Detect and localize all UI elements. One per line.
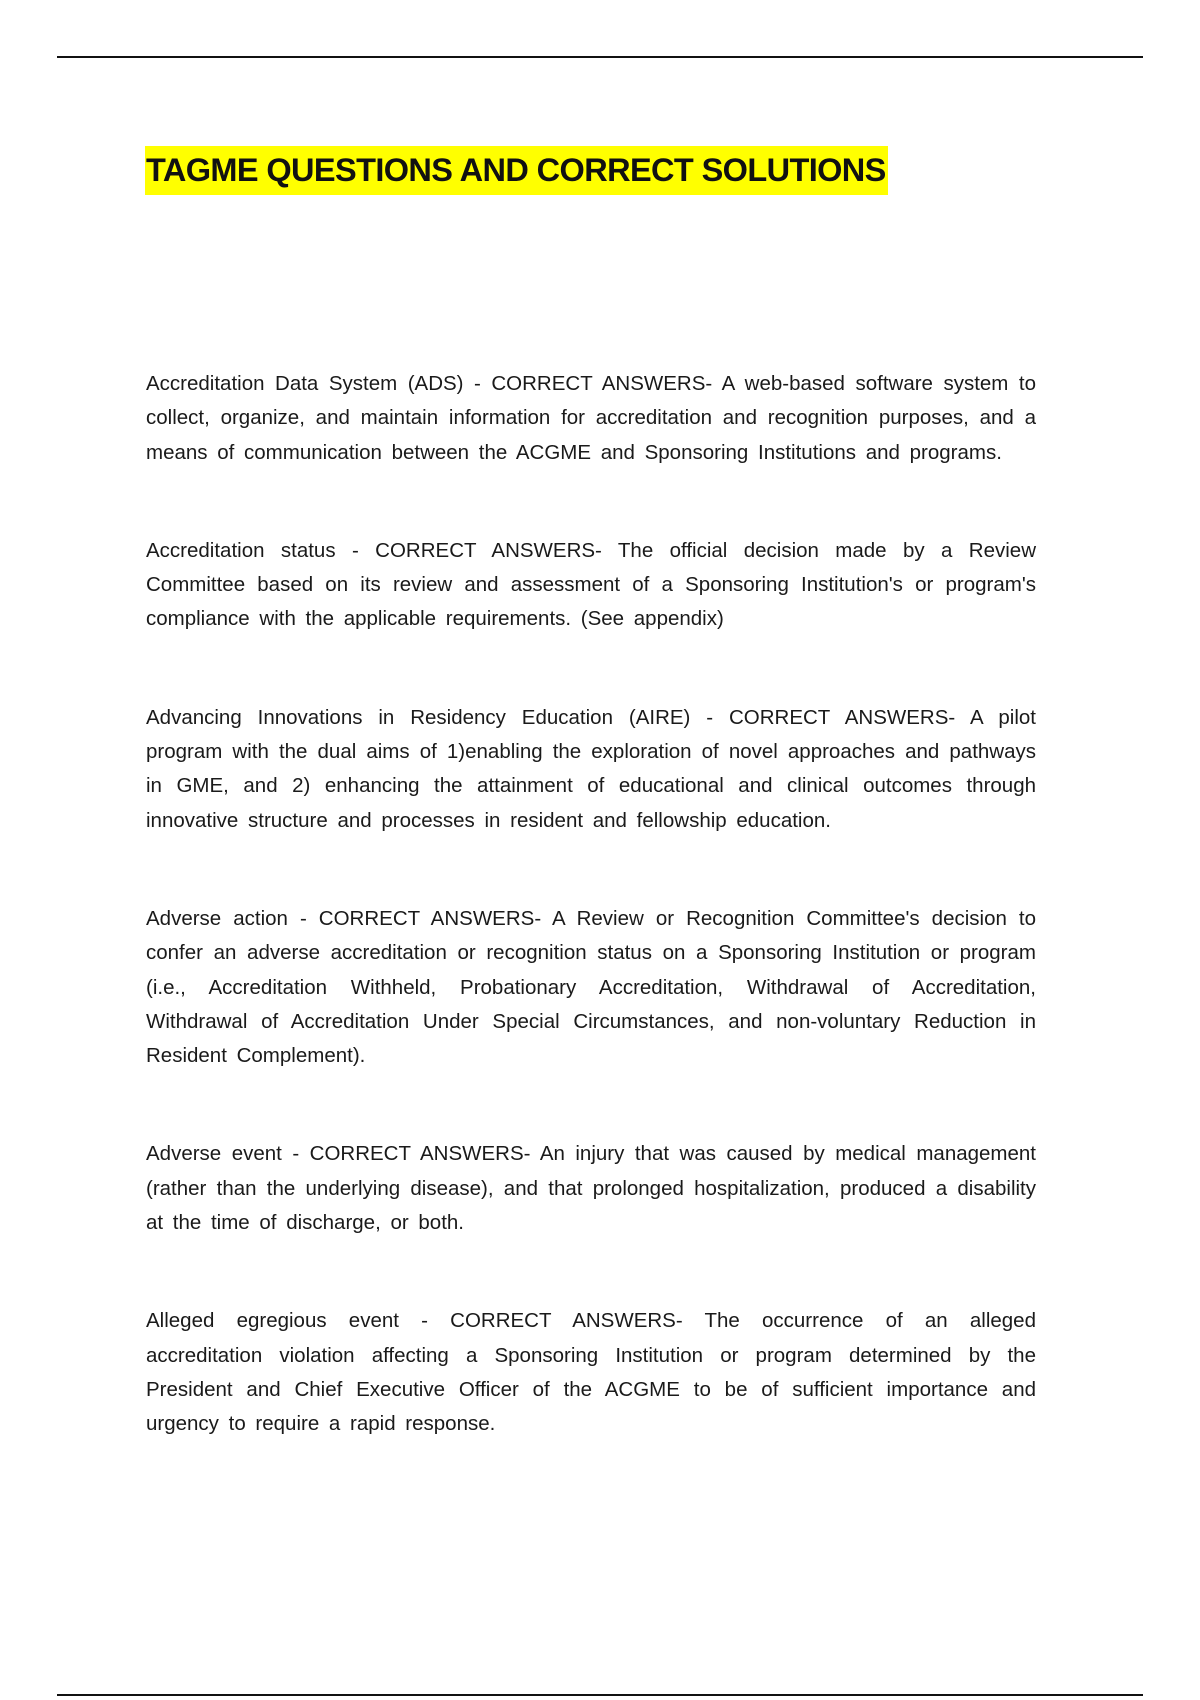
top-rule — [57, 56, 1143, 58]
entry-accreditation-status: Accreditation status - CORRECT ANSWERS- The official decision made by a Review Committee based on its review and assessment of a Sponsoring Institution's or program's compliance with the applicable requirements. (See appendix) — [146, 538, 1036, 631]
title-block — [145, 146, 888, 195]
entry-ads: Accreditation Data System (ADS) - CORRECT ANSWERS- A web-based software system to collect, organize, and maintain information for accreditation and recognition purposes, and a means of communication between the ACGME and Sponsoring Institutions and programs. — [146, 372, 1036, 464]
bottom-rule — [57, 1694, 1143, 1696]
entry-aire: Advancing Innovations in Residency Education (AIRE) - CORRECT ANSWERS- A pilot program with the dual aims of 1)enabling the exploration of novel approaches and pathways in GME, and 2) enhancing the attainment of educational and clinical outcomes through innovative structure and processes in resident and fellowship education. — [146, 705, 1036, 832]
entries-list — [146, 367, 1036, 1442]
entry-alleged-egregious-event: Alleged egregious event - CORRECT ANSWERS- The occurrence of an alleged accreditation violation affecting a Sponsoring Institution or program determined by the President and Chief Executive Officer of the ACGME to be of sufficient importance and urgency to require a rapid response. — [146, 1309, 1036, 1436]
entry-adverse-action: Adverse action - CORRECT ANSWERS- A Review or Recognition Committee's decision to confer an adverse accreditation or recognition status on a Sponsoring Institution or program (i.e., Accreditation Withheld, Probationary Accreditation, Withdrawal of Accreditation, Withdrawal of Accreditation Under Special Circumstances, and non-voluntary Reduction in Resident Complement). — [146, 906, 1036, 1068]
document-title: TAGME QUESTIONS AND CORRECT SOLUTIONS — [145, 146, 888, 195]
entry-adverse-event: Adverse event - CORRECT ANSWERS- An injury that was caused by medical management (rather than the underlying disease), and that prolonged hospitalization, produced a disability at the time of discharge, or both. — [146, 1142, 1036, 1235]
